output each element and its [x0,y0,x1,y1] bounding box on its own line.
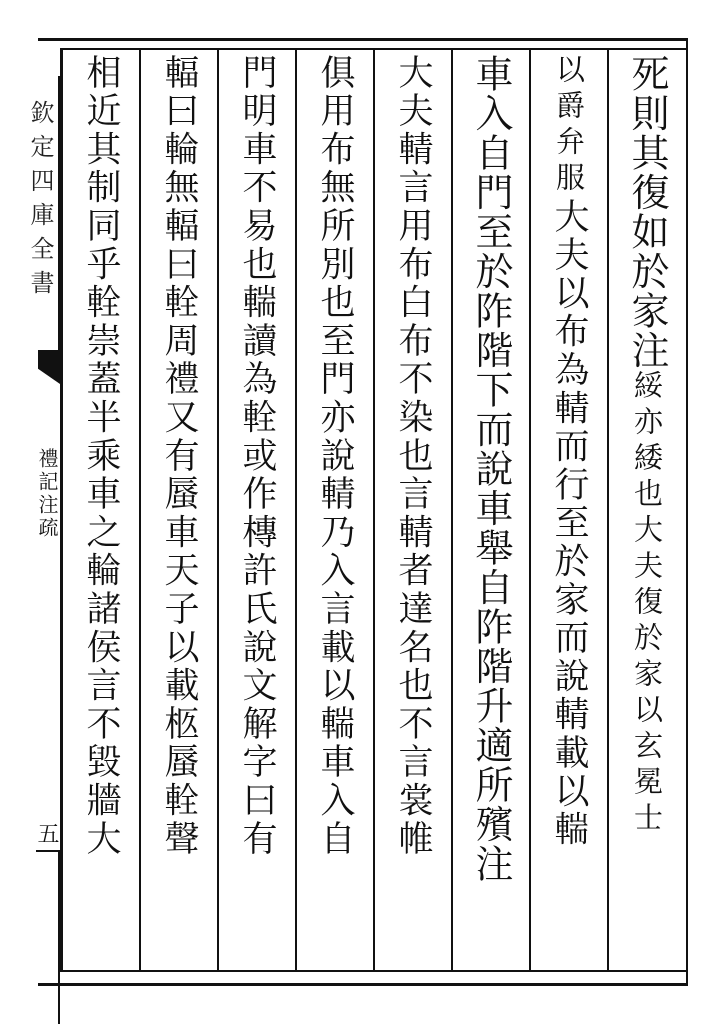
main-text: 俱用布無所別也至門亦說輤乃入言載以輲車入自 [315,54,355,859]
page-number: 五 [34,822,59,844]
book-title: 禮記注疏 [35,448,59,540]
main-text: 門明車不易也輲讀為輇或作槫許氏說文解字曰有 [237,54,277,859]
column-divider [139,48,141,972]
main-text: 車入自門至於阼階下而說車舉自阼階升適所殯注 [469,54,513,884]
collection-title: 欽定四庫全書 [26,100,54,304]
text-column [457,54,525,966]
main-text: 大夫輤言用布白布不染也言輤者達名也不言裳帷 [393,54,433,859]
text-column [613,54,681,966]
main-text: 相近其制同乎輇崇蓋半乘車之輪諸侯言不毀牆大 [81,54,121,859]
text-column [379,54,447,966]
text-column [535,54,603,966]
text-column [223,54,291,966]
column-divider [295,48,297,972]
commentary-text: 以爵弁服 [552,54,586,198]
text-column [145,54,213,966]
column-divider [529,48,531,972]
commentary-text: 綏亦緌也大夫復於家以玄冕士 [630,370,664,838]
main-text: 死則其復如於家注 [625,54,669,370]
column-divider [217,48,219,972]
main-text: 大夫以布為輤而行至於家而說輤載以輲 [549,198,589,850]
column-divider [61,48,63,972]
column-divider [607,48,609,972]
text-column [301,54,369,966]
text-column [67,54,135,966]
column-divider [451,48,453,972]
main-text: 輻曰輪無輻曰輇周禮又有蜃車天子以載柩蜃輇聲 [159,54,199,859]
column-divider [373,48,375,972]
